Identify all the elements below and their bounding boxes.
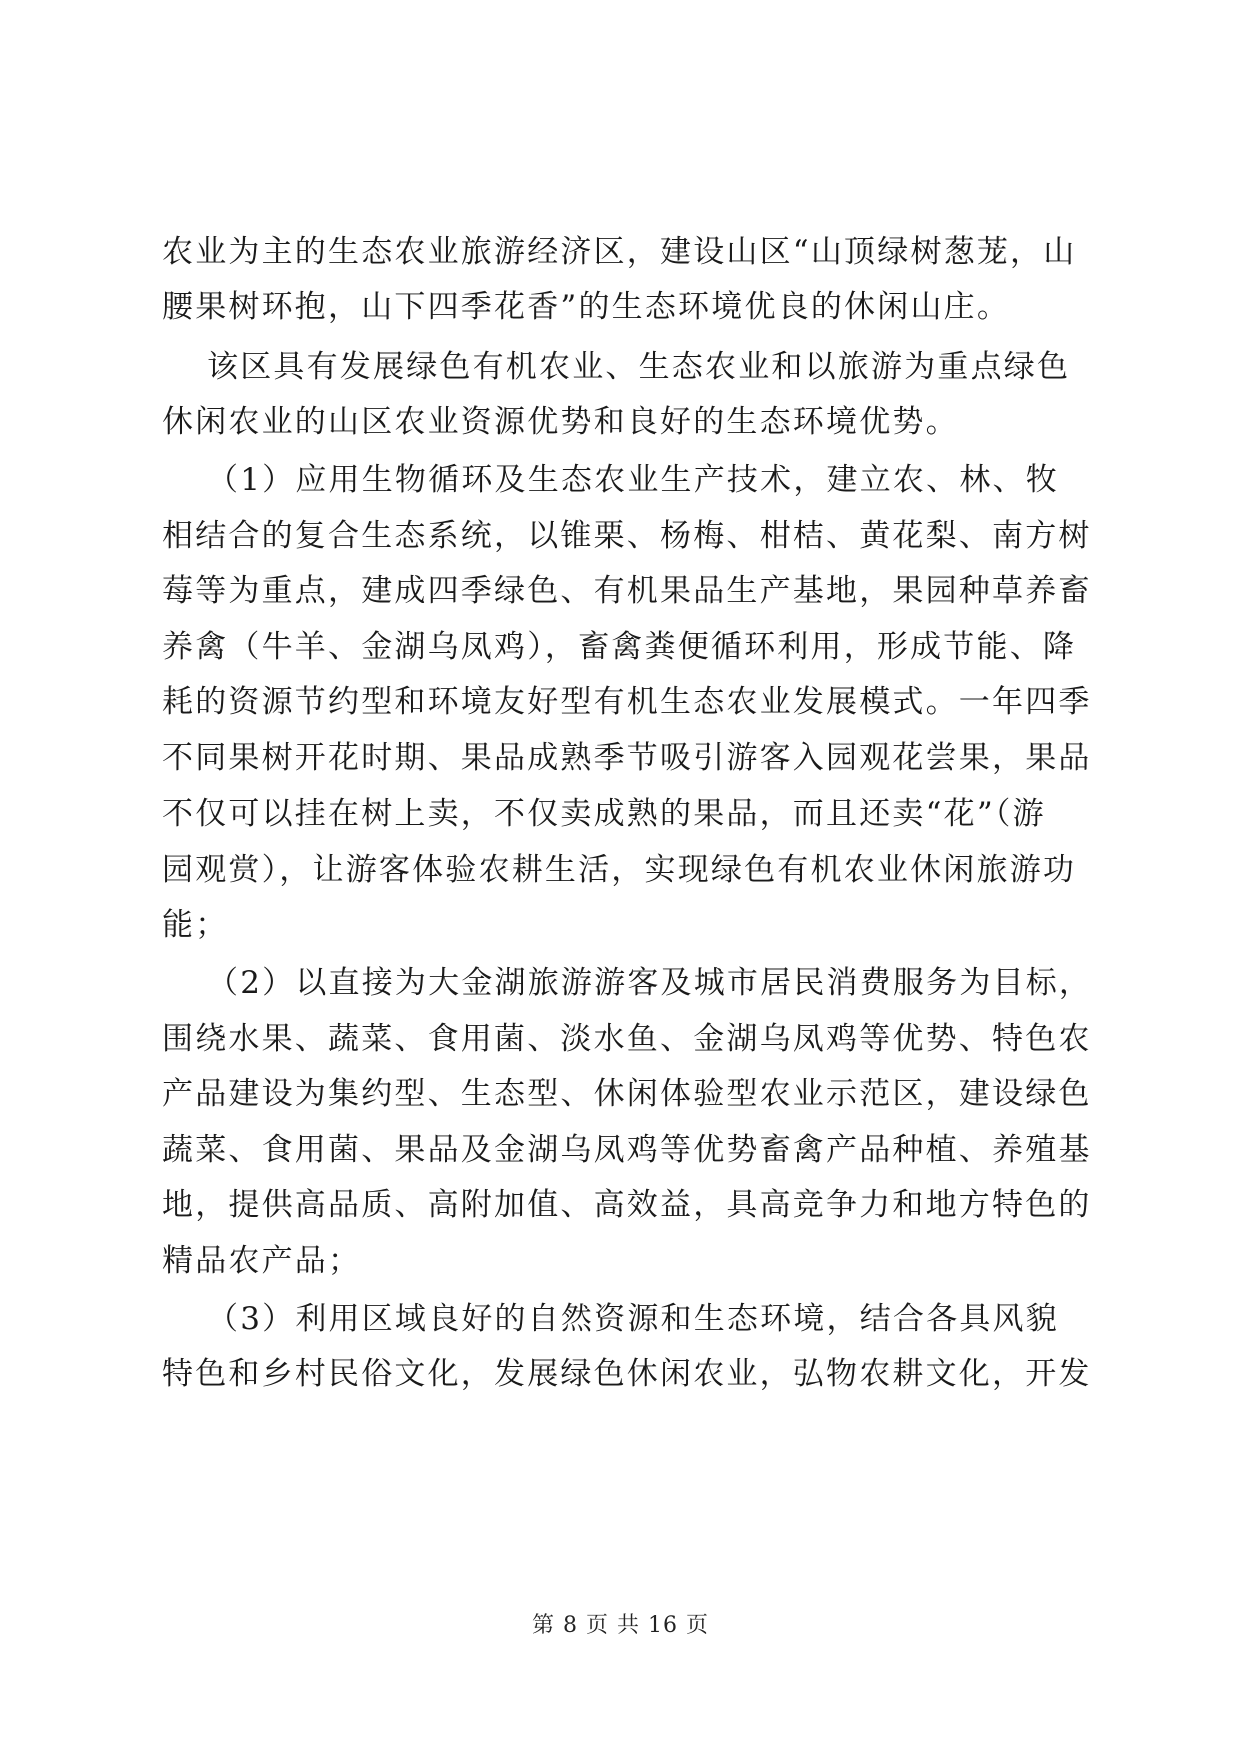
text-line: 耗的资源节约型和环境友好型有机生态农业发展模式。一年四季 — [162, 684, 1092, 720]
text-line: （1）应用生物循环及生态农业生产技术，建立农、林、牧 — [207, 462, 1059, 498]
text-line: 能； — [162, 907, 229, 943]
text-line: 蔬菜、食用菌、果品及金湖乌凤鸡等优势畜禽产品种植、养殖基 — [162, 1132, 1092, 1168]
text-line: 地，提供高品质、高附加值、高效益，具高竞争力和地方特色的 — [162, 1187, 1092, 1223]
text-line: 园观赏），让游客体验农耕生活，实现绿色有机农业休闲旅游功 — [162, 852, 1077, 888]
text-line: （2）以直接为大金湖旅游游客及城市居民消费服务为目标， — [207, 965, 1093, 1001]
text-line: 特色和乡村民俗文化，发展绿色休闲农业，弘物农耕文化，开发 — [162, 1356, 1092, 1392]
text-line: （3）利用区域良好的自然资源和生态环境，结合各具风貌 — [207, 1301, 1059, 1337]
text-line: 休闲农业的山区农业资源优势和良好的生态环境优势。 — [162, 404, 959, 440]
text-line: 相结合的复合生态系统，以锥栗、杨梅、柑桔、黄花梨、南方树 — [162, 518, 1092, 554]
text-line: 腰果树环抱，山下四季花香”的生态环境优良的休闲山庄。 — [162, 289, 1011, 325]
text-line: 农业为主的生态农业旅游经济区，建设山区“山顶绿树葱茏，山 — [162, 234, 1077, 270]
text-line: 围绕水果、蔬菜、食用菌、淡水鱼、金湖乌凤鸡等优势、特色农 — [162, 1021, 1092, 1057]
text-line: 该区具有发展绿色有机农业、生态农业和以旅游为重点绿色 — [207, 349, 1071, 385]
text-line: 不仅可以挂在树上卖，不仅卖成熟的果品，而且还卖“花”（游 — [162, 796, 1046, 832]
page-footer: 第 8 页 共 16 页 — [532, 1613, 709, 1638]
text-line: 养禽（牛羊、金湖乌凤鸡），畜禽粪便循环利用，形成节能、降 — [162, 629, 1077, 665]
text-line: 莓等为重点，建成四季绿色、有机果品生产基地，果园种草养畜 — [162, 573, 1092, 609]
text-line: 不同果树开花时期、果品成熟季节吸引游客入园观花尝果，果品 — [162, 740, 1092, 776]
text-line: 精品农产品； — [162, 1243, 362, 1279]
text-line: 产品建设为集约型、生态型、休闲体验型农业示范区，建设绿色 — [162, 1076, 1092, 1112]
